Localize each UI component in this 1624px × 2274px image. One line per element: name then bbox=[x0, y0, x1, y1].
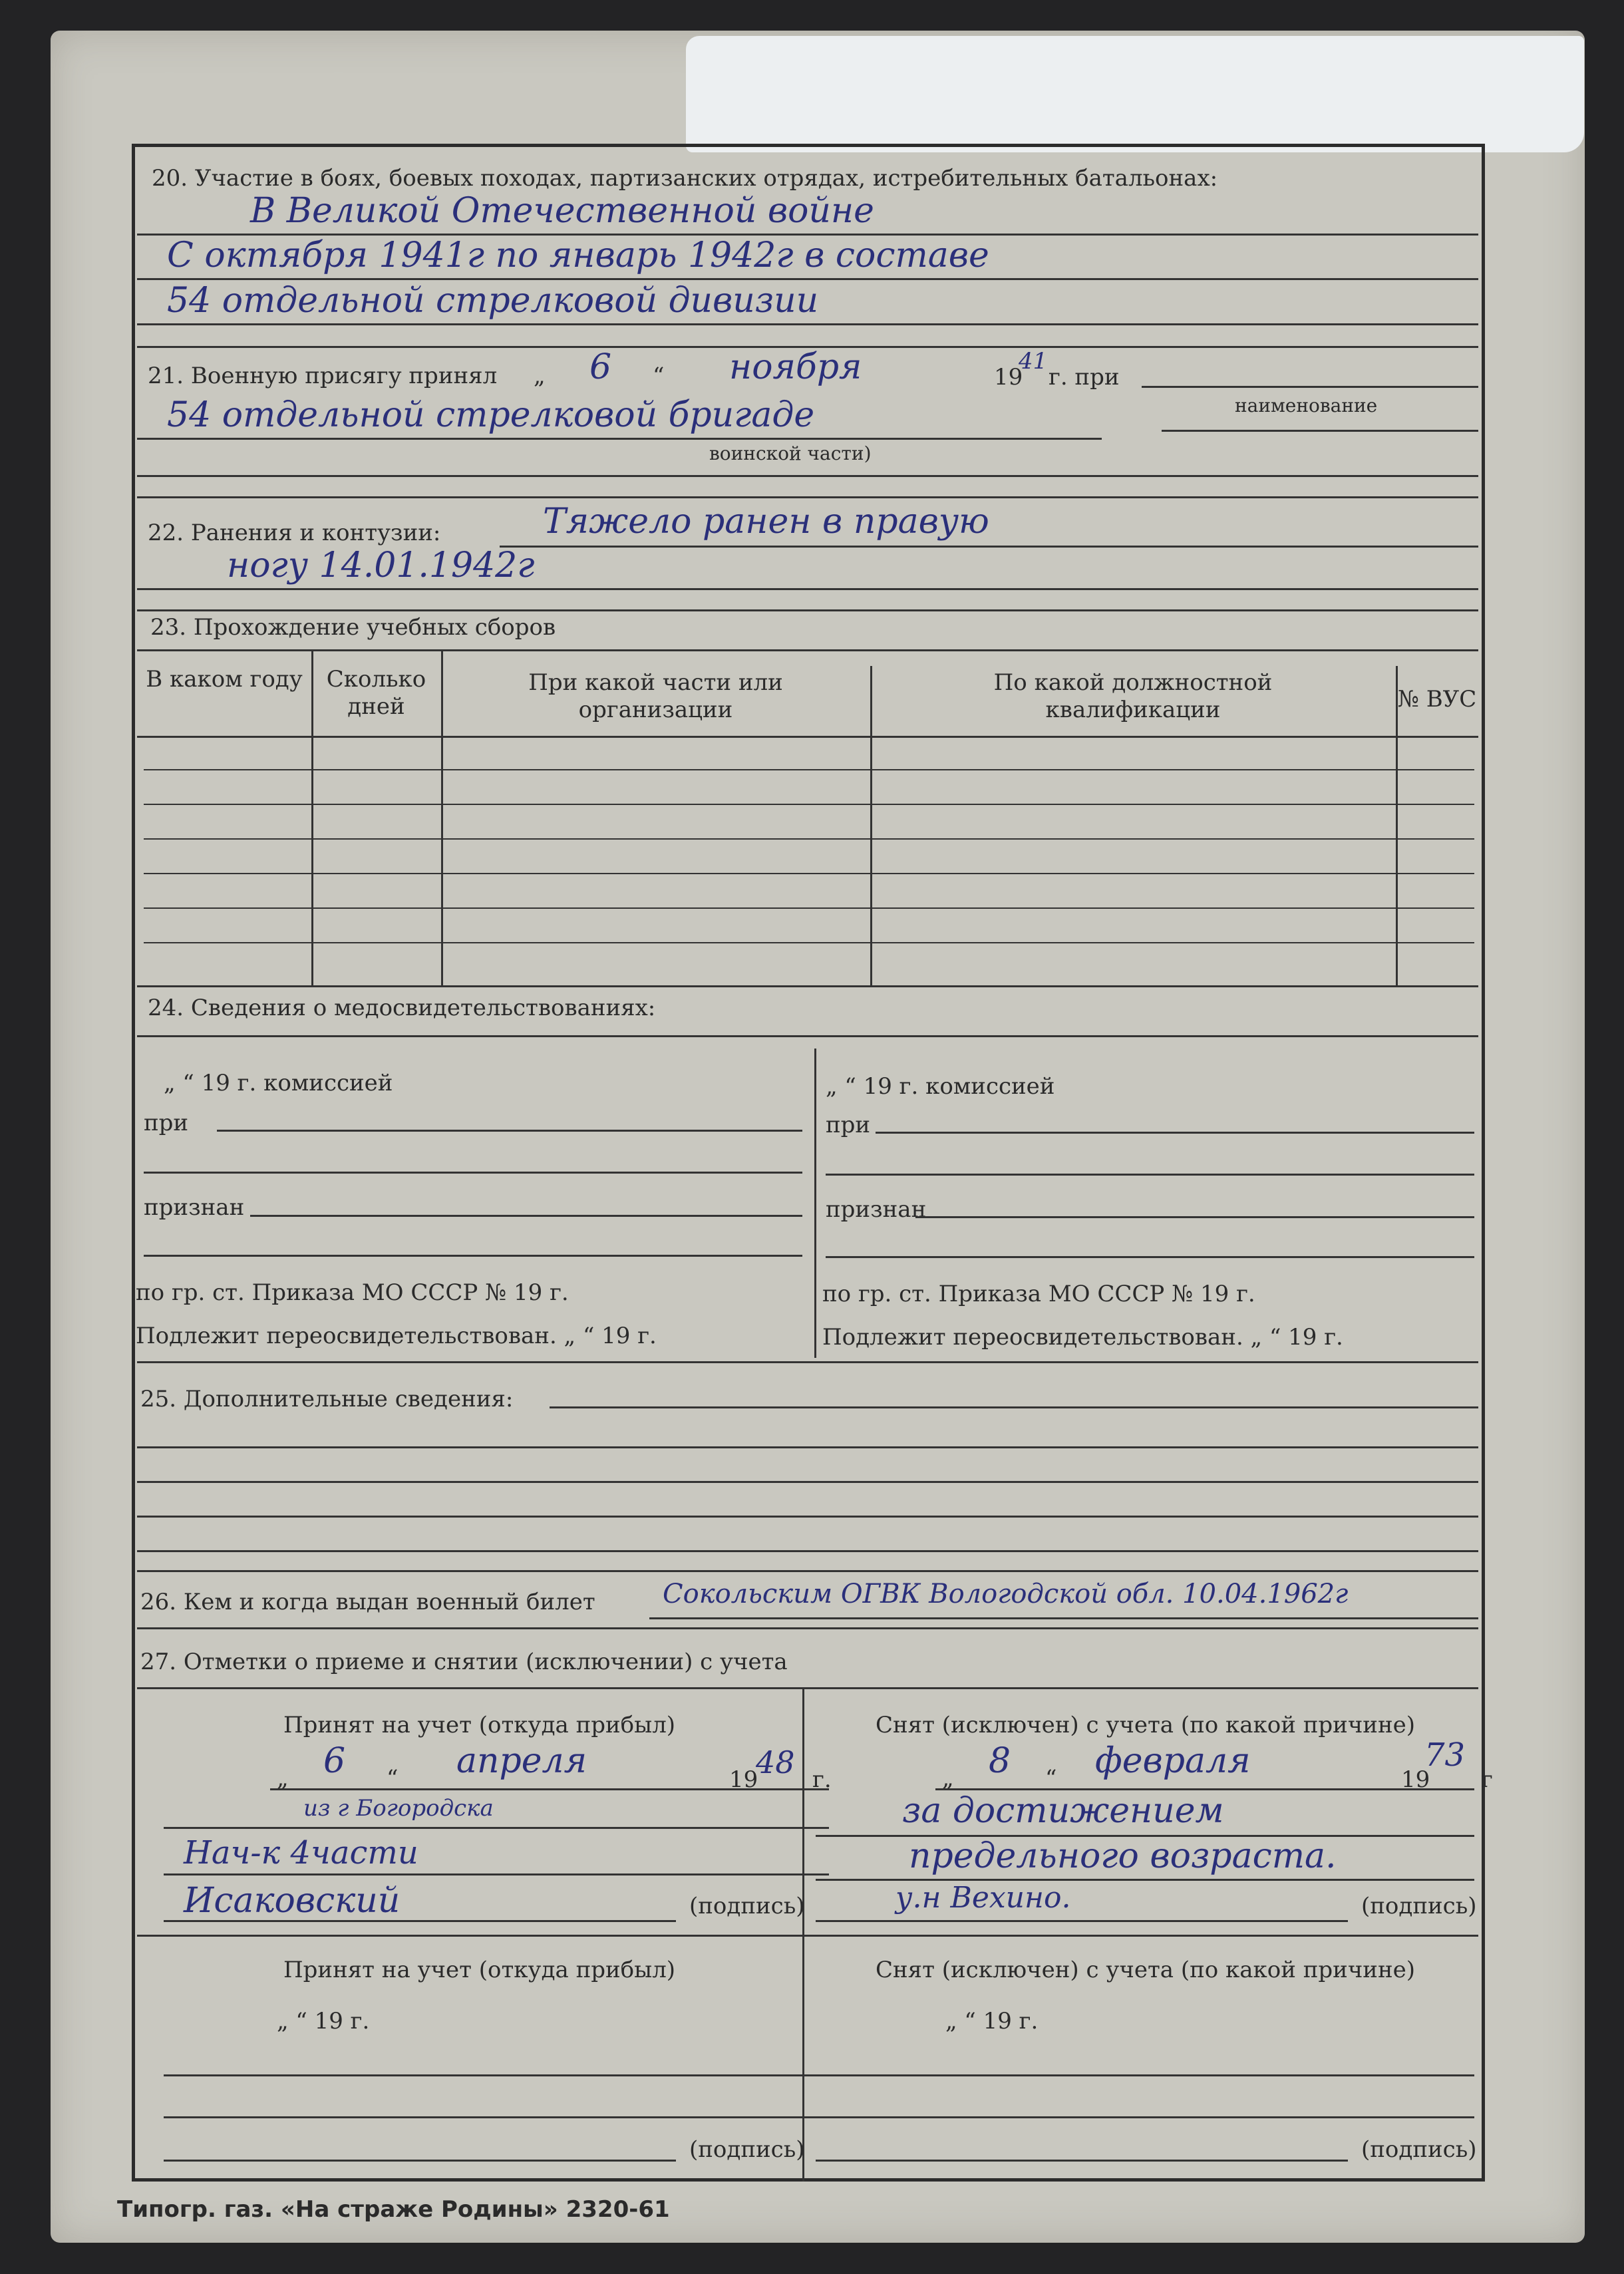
s27-r2-removed-title: Снят (исключен) с учета (по какой причине) bbox=[876, 1957, 1416, 1983]
s24-left-pri: при bbox=[144, 1110, 189, 1136]
s21-label: 21. Военную присягу принял bbox=[148, 363, 498, 389]
s27-r1-left-signed: Исаковский bbox=[184, 1881, 401, 1921]
s27-label: 27. Отметки о приеме и снятии (исключении) с учета bbox=[140, 1649, 788, 1675]
s23-col-qualification: По какой должностной квалификации bbox=[993, 669, 1273, 723]
s27-r1-right-signed: у.н Вехино. bbox=[895, 1881, 1071, 1915]
s22-label: 22. Ранения и контузии: bbox=[148, 520, 441, 546]
s23-col-year: В каком году bbox=[146, 666, 303, 693]
s27-r1-right-signature-caption: (подпись) bbox=[1361, 1893, 1477, 1919]
s27-r1-right-month: февраля bbox=[1095, 1741, 1251, 1781]
s27-r1-right-year-suffix: 73 bbox=[1424, 1736, 1466, 1774]
s23-col-vus: № ВУС bbox=[1397, 686, 1477, 713]
s27-r2-accepted-title: Принят на учет (откуда прибыл) bbox=[283, 1957, 676, 1983]
s21-naming-caption: наименование bbox=[1235, 395, 1378, 416]
s27-r1-left-year-suffix: 48 bbox=[756, 1744, 795, 1780]
s22-line-1: Тяжело ранен в правую bbox=[543, 502, 989, 542]
s20-line-2: С октября 1941г по январь 1942г в составе bbox=[167, 236, 989, 275]
s21-unit: 54 отдельной стрелковой бригаде bbox=[167, 395, 815, 435]
s27-r1-right-day: 8 bbox=[989, 1741, 1011, 1781]
s26-label: 26. Кем и когда выдан военный билет bbox=[140, 1589, 595, 1615]
s27-r2-left-signature-caption: (подпись) bbox=[689, 2136, 805, 2163]
s27-r2-right-date: „ “ 19 г. bbox=[945, 2008, 1039, 2034]
s27-r1-removed-title: Снят (исключен) с учета (по какой причине) bbox=[876, 1712, 1416, 1738]
s27-r1-left-year-tail: г. bbox=[812, 1766, 832, 1793]
s27-r1-right-reason-2: предельного возраста. bbox=[909, 1836, 1337, 1876]
s24-right-priznan: признан bbox=[826, 1196, 927, 1223]
s20-line-1: В Великой Отечественной войне bbox=[250, 191, 874, 231]
s21-year-prefix: 19 bbox=[994, 364, 1023, 391]
s24-right-pri: при bbox=[826, 1112, 871, 1138]
s23-label: 23. Прохождение учебных сборов bbox=[150, 614, 556, 641]
printer-footer: Типогр. газ. «На страже Родины» 2320-61 bbox=[117, 2196, 670, 2223]
s24-right-order: по гр. ст. Приказа МО СССР № 19 г. bbox=[822, 1281, 1255, 1307]
s24-left-order: по гр. ст. Приказа МО СССР № 19 г. bbox=[136, 1279, 569, 1306]
s23-col-days: Сколько дней bbox=[326, 666, 426, 720]
paper-sticker bbox=[686, 36, 1584, 152]
s27-r1-left-year-prefix: 19 bbox=[729, 1766, 758, 1793]
s27-r1-left-signature-caption: (подпись) bbox=[689, 1893, 805, 1919]
s23-col-unit: При какой части или организации bbox=[528, 669, 783, 723]
s27-r1-left-month: апреля bbox=[456, 1741, 587, 1781]
s24-left-date: „ “ 19 г. комиссией bbox=[164, 1070, 393, 1096]
s27-r2-left-date: „ “ 19 г. bbox=[277, 2008, 370, 2034]
s24-left-resurvey: Подлежит переосвидетельствован. „ “ 19 г. bbox=[136, 1323, 657, 1349]
s24-label: 24. Сведения о медосвидетельствованиях: bbox=[148, 995, 656, 1021]
s27-r1-accepted-title: Принят на учет (откуда прибыл) bbox=[283, 1712, 676, 1738]
s27-r1-right-year-prefix: 19 bbox=[1401, 1766, 1430, 1793]
s24-right-date: „ “ 19 г. комиссией bbox=[826, 1073, 1055, 1100]
s20-line-3: 54 отдельной стрелковой дивизии bbox=[167, 281, 819, 321]
s21-month: ноября bbox=[729, 347, 862, 387]
s24-left-priznan: признан bbox=[144, 1194, 245, 1221]
s21-year-tail: г. при bbox=[1049, 364, 1120, 391]
s26-value: Сокольским ОГВК Вологодской обл. 10.04.1962г bbox=[663, 1579, 1349, 1609]
s22-line-2: ногу 14.01.1942г bbox=[227, 546, 535, 585]
s24-right-resurvey: Подлежит переосвидетельствован. „ “ 19 г. bbox=[822, 1324, 1343, 1351]
s27-r1-left-position: Нач-к 4части bbox=[184, 1834, 418, 1871]
s27-r1-right-reason-1: за достижением bbox=[902, 1791, 1224, 1831]
s27-r1-left-day: 6 bbox=[323, 1741, 346, 1781]
s27-r2-right-signature-caption: (подпись) bbox=[1361, 2136, 1477, 2163]
s21-unit-caption: воинской части) bbox=[709, 442, 872, 464]
s21-year-suffix: 41 bbox=[1019, 348, 1048, 375]
s20-label: 20. Участие в боях, боевых походах, партизанских отрядах, истребительных батальонах: bbox=[152, 165, 1218, 192]
s25-label: 25. Дополнительные сведения: bbox=[140, 1386, 514, 1412]
s27-r1-right-year-tail: г bbox=[1481, 1766, 1493, 1793]
document-page: 20. Участие в боях, боевых походах, партизанских отрядах, истребительных батальонах: В Великой Отечественной войне С октября 1941г по январь 1942г в составе 54 отдельной стрелковой дивизии 21. Военную присягу принял „ 6 “ ноября 19 41 г. при наименование 54 отдельной стрелковой бригаде воинской части) 22. Ранения и контузии: Тяжело ранен в правую ногу 14.01.1942г 23. Прохождение учебных сборов В каком году Сколько дней При какой части или организации По какой должностной квалификации № ВУС 24. Сведения о медосвидетельствованиях: „ “ 19 г. комиссией „ “ 19 г. комиссией при при признан признан по гр. ст. Приказа МО СССР № 19 г. по гр. ст. Приказа МО СССР № 19 г. Подлежит переосвидетельствован. „ “ 19 г. Подлежит переосвидетельствован. „ “ 19 г. 25. Дополнительные сведения: 26. Кем и когда выдан военный билет Сокольским ОГВК Вологодской обл. 10.04.1962г 27. Отметки о приеме и снятии (исключении) с учета Принят на учет (откуда прибыл) „ 6 “ апреля 19 48 г. из г Богородска Нач-к 4части Исаковский (подпись) Снят (исключен) с учета (по какой причине) „ 8 “ февраля 19 73 г за достижением предельного возраста. у.н Вехино. (подпись) Принят на учет (откуда прибыл) „ “ 19 г. (подпись) Снят (исключен) с учета (по какой причине) „ “ 19 г. (подпись) Типогр. газ. «На страже Родины» 2320-61 bbox=[51, 31, 1585, 2243]
s27-r1-left-from: из г Богородска bbox=[303, 1795, 494, 1822]
s21-day: 6 bbox=[589, 347, 612, 387]
